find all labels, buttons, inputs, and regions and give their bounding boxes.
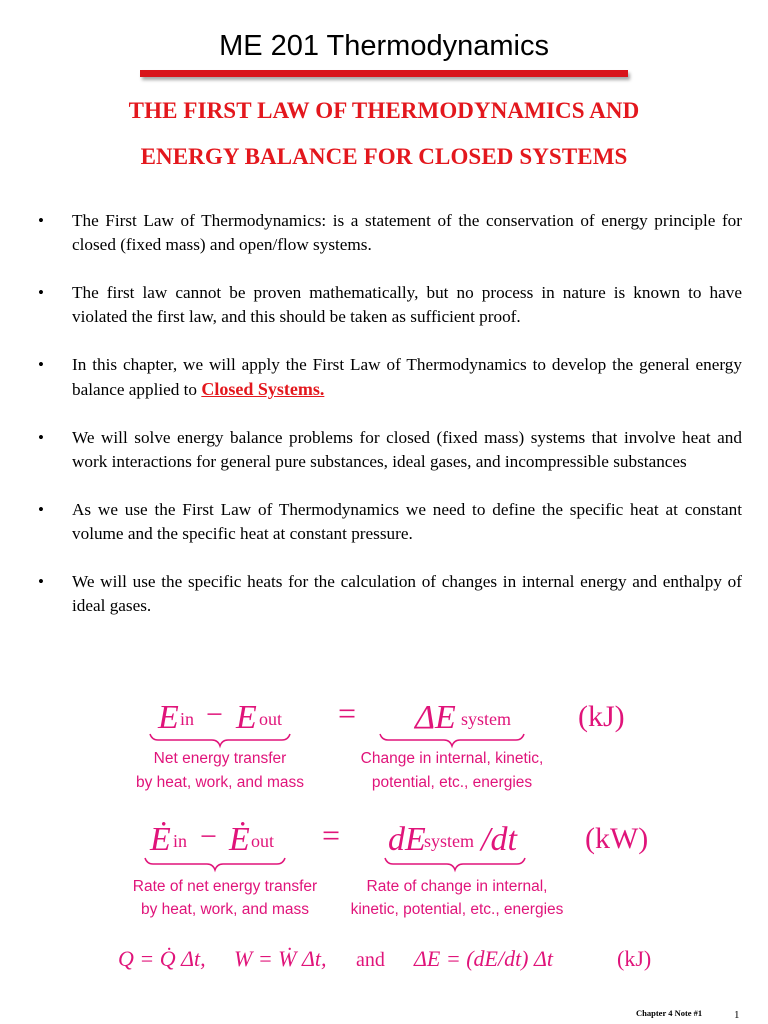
eq1-sub-system: system: [461, 709, 512, 729]
eq1-caption-right-1: Change in internal, kinetic,: [360, 750, 544, 767]
eq2-de: dE: [388, 821, 426, 858]
eq1-delta-e: ΔE: [415, 699, 456, 736]
equation-figure: [0, 680, 768, 980]
eq1-equals: =: [338, 695, 357, 731]
page-title-line-1: THE FIRST LAW OF THERMODYNAMICS AND: [128, 98, 640, 123]
eq3-energy: ΔE = (dE/dt) Δt: [414, 946, 554, 971]
eq1-caption-left-2: by heat, work, and mass: [136, 774, 304, 791]
eq2-minus: −: [200, 820, 217, 853]
bullet-text: We will solve energy balance problems for closed (fixed mass) systems that involve heat and work interactions for general pure substances, ideal gases, and incompressible substances: [72, 428, 742, 471]
bullet-icon: •: [38, 355, 44, 374]
bullet-icon: •: [38, 572, 44, 591]
bullet-icon: •: [38, 500, 44, 519]
course-title: ME 201 Thermodynamics: [219, 30, 549, 62]
bullet-icon: •: [38, 428, 44, 447]
eq1-minus: −: [206, 698, 223, 731]
eq3-and: and: [356, 949, 385, 971]
list-item: [38, 426, 742, 474]
bullet-text: The First Law of Thermodynamics: is a statement of the conservation of energy principle for closed (fixed mass) and open/flow systems.: [72, 211, 742, 254]
eq2-left-underbrace: [145, 858, 285, 870]
eq3-heat: Q = Q̇ Δt,: [118, 946, 206, 971]
eq2-equals: =: [322, 817, 341, 853]
integrated-relations-equation: [118, 946, 651, 971]
bullet-list: [38, 209, 742, 618]
eq1-sub-out: out: [259, 709, 283, 729]
closed-systems-link[interactable]: Closed Systems.: [201, 379, 325, 399]
eq2-caption-left-1: Rate of net energy transfer: [132, 878, 318, 895]
list-item: [38, 498, 742, 546]
eq2-sub-out: out: [251, 831, 275, 851]
bullet-text: The first law cannot be proven mathematically, but no process in nature is known to have violated the first law, and this should be taken as sufficient proof.: [72, 283, 742, 326]
eq2-unit: (kW): [585, 822, 649, 855]
eq3-unit: (kJ): [617, 946, 652, 971]
footer-chapter-note: Chapter 4 Note #1: [636, 1008, 703, 1018]
list-item: [38, 281, 742, 329]
energy-balance-equation: [136, 695, 625, 791]
list-item: [38, 209, 742, 257]
eq2-caption-right-1: Rate of change in internal,: [366, 878, 548, 895]
bullet-icon: •: [38, 211, 44, 230]
eq1-caption-right-2: potential, etc., energies: [371, 774, 533, 791]
eq1-e-in: E: [158, 699, 179, 736]
bullet-text: In this chapter, we will apply the First Law of Thermodynamics to develop the general energy balance applied to: [72, 355, 742, 399]
list-item: [38, 570, 742, 618]
eq2-caption-right-2: kinetic, potential, etc., energies: [350, 901, 564, 918]
header-divider: [140, 70, 628, 77]
eq1-e-out: E: [236, 699, 257, 736]
eq2-over-dt: /dt: [481, 821, 517, 858]
bullet-icon: •: [38, 283, 44, 302]
eq2-sub-system: system: [424, 831, 475, 851]
eq2-edot-in: Ė: [150, 821, 171, 858]
page-number: 1: [734, 1009, 740, 1021]
eq2-sub-in: in: [173, 831, 188, 851]
bullet-text: As we use the First Law of Thermodynamics we need to define the specific heat at constant volume and the specific heat at constant pressure.: [72, 500, 742, 543]
eq2-caption-left-2: by heat, work, and mass: [141, 901, 309, 918]
list-item: [38, 353, 742, 402]
bullet-text: We will use the specific heats for the calculation of changes in internal energy and enthalpy of ideal gases.: [72, 572, 742, 615]
eq2-right-underbrace: [385, 858, 525, 870]
eq1-caption-left-1: Net energy transfer: [153, 750, 287, 767]
eq2-edot-out: Ė: [229, 821, 250, 858]
eq1-unit: (kJ): [578, 700, 625, 733]
equation-svg: [0, 680, 768, 980]
eq1-sub-in: in: [180, 709, 195, 729]
energy-rate-equation: [133, 817, 648, 918]
page-title-line-2: ENERGY BALANCE FOR CLOSED SYSTEMS: [140, 144, 628, 169]
eq3-work: W = Ẇ Δt,: [234, 946, 327, 971]
